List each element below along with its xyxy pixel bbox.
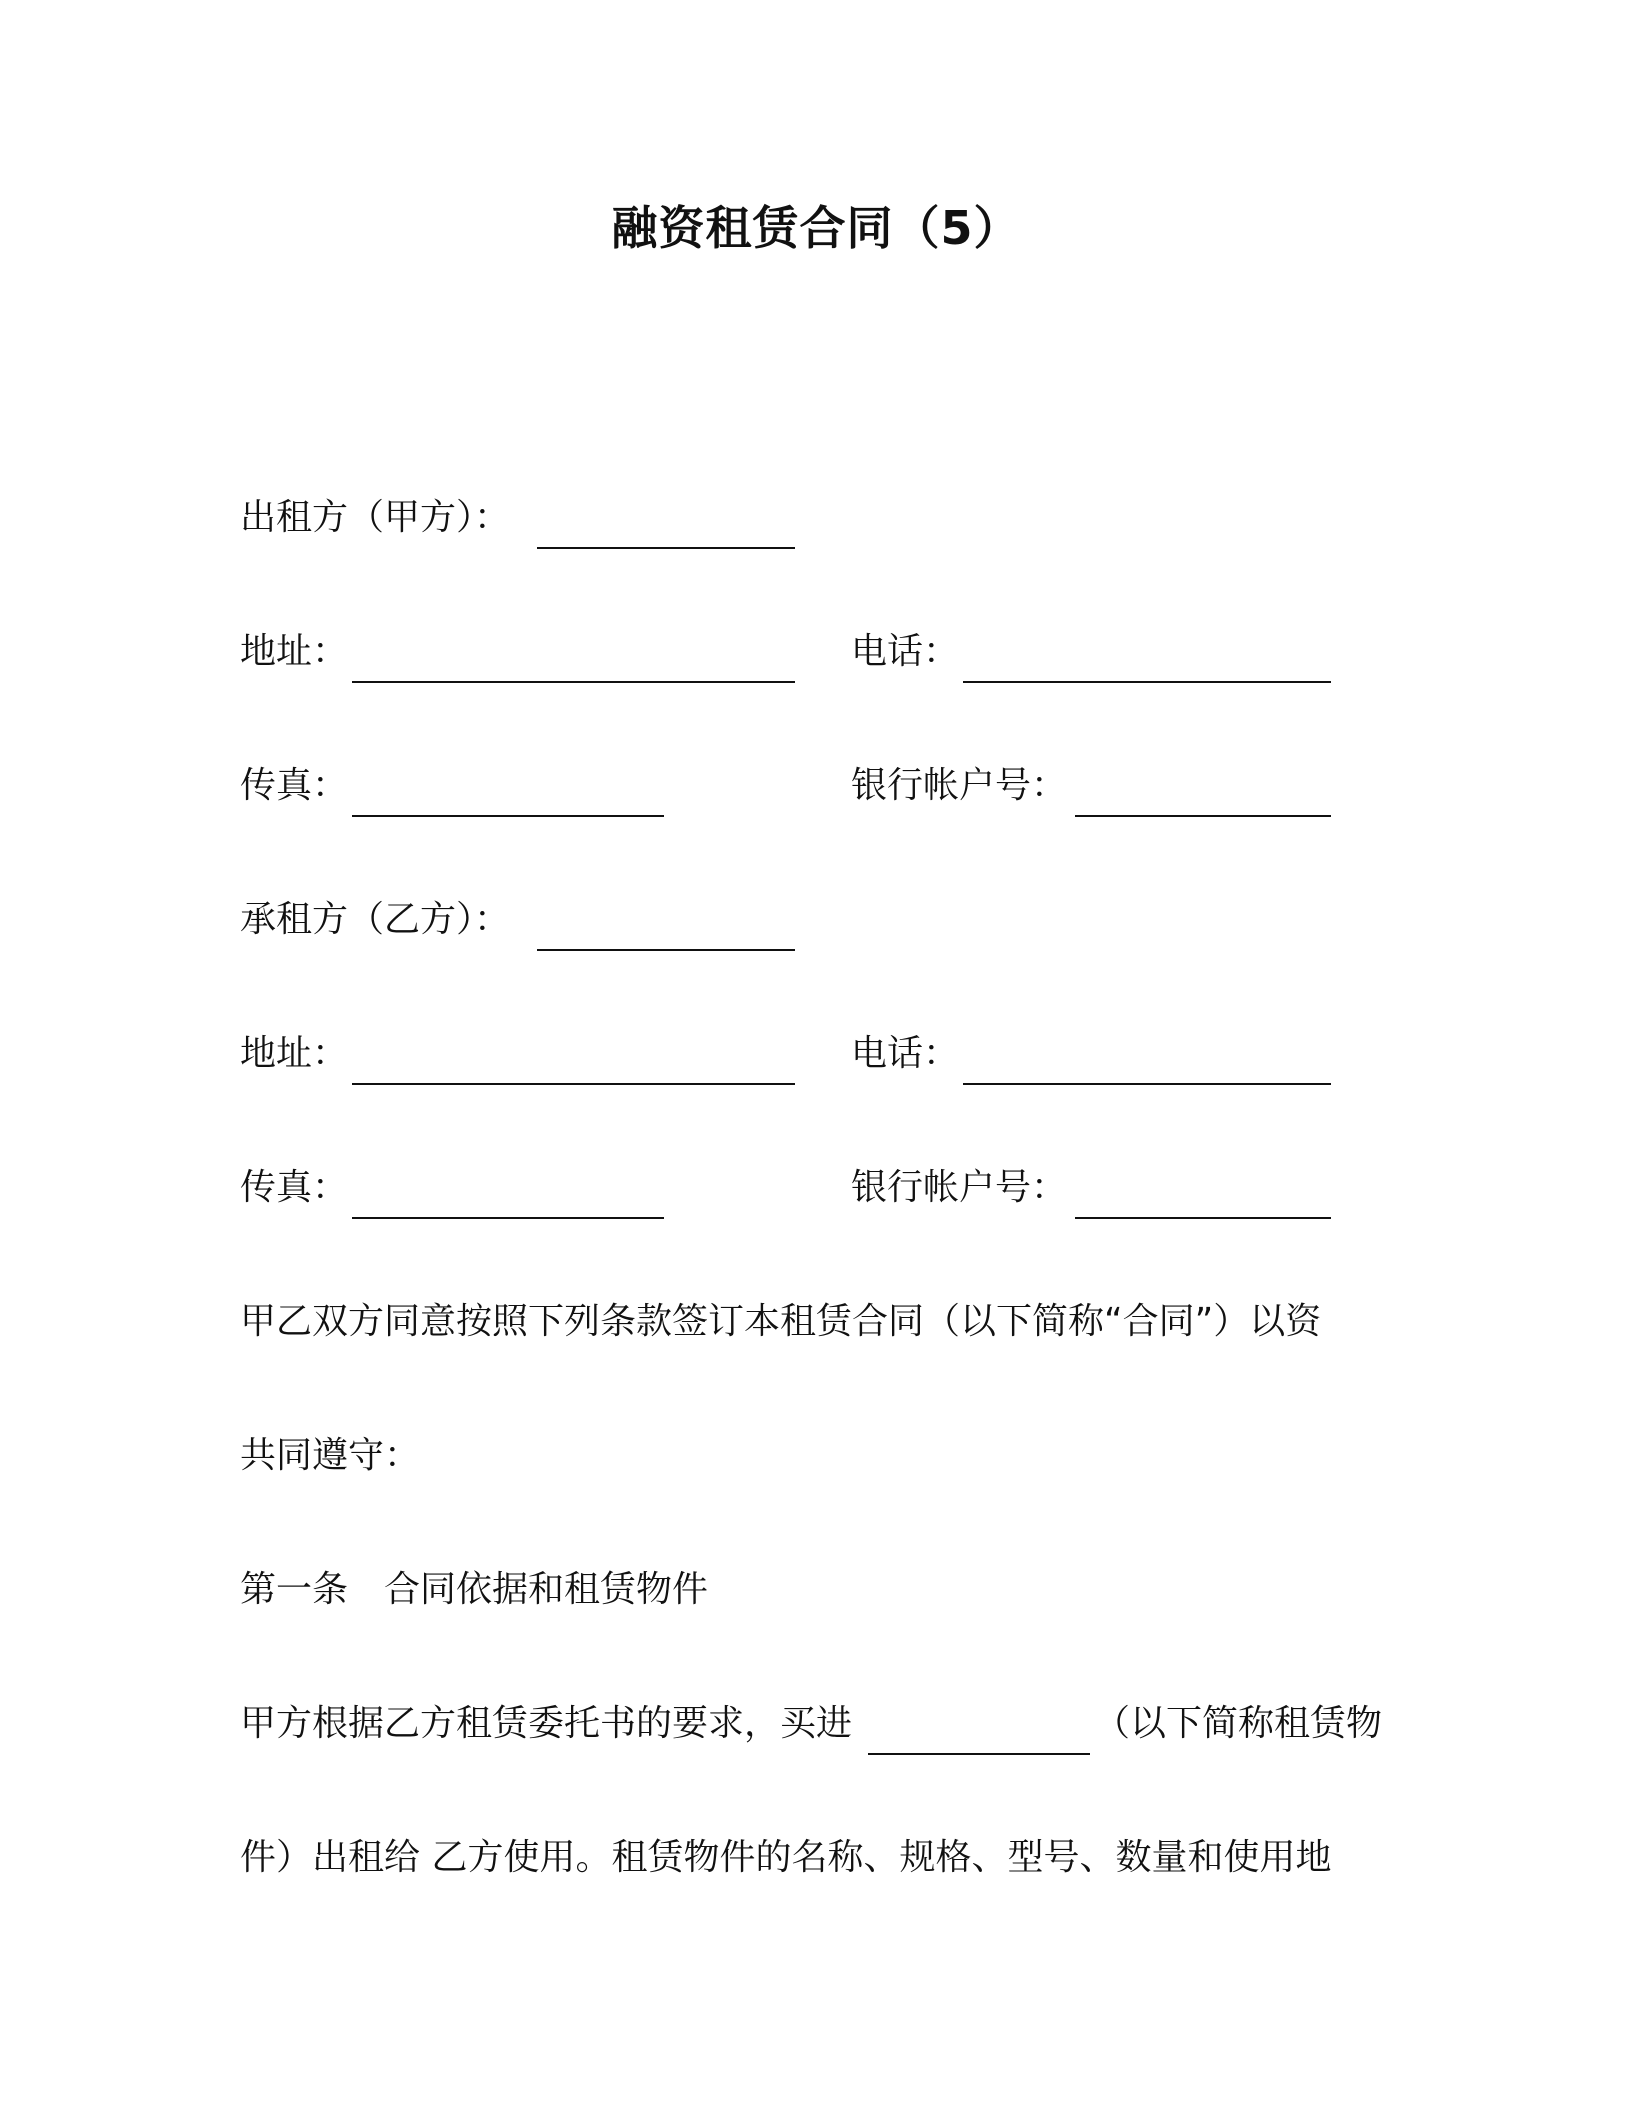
- document-title: 融资租赁合同（5）: [611, 201, 1021, 255]
- lessee-name-blank: [537, 949, 795, 951]
- lessee-fax-label: 传真：: [240, 1167, 349, 1208]
- lessee-phone-blank: [963, 1083, 1331, 1085]
- intro-line-2: 共同遵守：: [240, 1435, 421, 1476]
- lessor-address-label: 地址：: [240, 631, 349, 672]
- article-1-line-2: 件）出租给 乙方使用。租赁物件的名称、规格、型号、数量和使用地: [240, 1837, 1332, 1878]
- lessee-address-blank: [352, 1083, 795, 1085]
- lessee-address-label: 地址：: [240, 1033, 349, 1074]
- lessee-bank-label: 银行帐户号：: [851, 1167, 1068, 1208]
- lessor-fax-label: 传真：: [240, 765, 349, 806]
- lessee-phone-label: 电话：: [851, 1033, 960, 1074]
- lessor-bank-blank: [1075, 815, 1331, 817]
- lessor-phone-blank: [963, 681, 1331, 683]
- lessor-label: 出租方（甲方）：: [240, 497, 511, 538]
- article-1-heading: 第一条 合同依据和租赁物件: [240, 1569, 709, 1610]
- lessee-fax-blank: [352, 1217, 664, 1219]
- lessor-fax-blank: [352, 815, 664, 817]
- lessor-bank-label: 银行帐户号：: [851, 765, 1068, 806]
- intro-line-1: 甲乙双方同意按照下列条款签订本租赁合同（以下简称“合同”）以资: [240, 1301, 1322, 1342]
- article-1-line-1-part-2: （以下简称租赁物: [1094, 1703, 1383, 1744]
- article-1-line-1-part-1: 甲方根据乙方租赁委托书的要求，买进: [240, 1703, 853, 1744]
- lessor-name-blank: [537, 547, 795, 549]
- lessee-bank-blank: [1075, 1217, 1331, 1219]
- lessee-label: 承租方（乙方）：: [240, 899, 511, 940]
- lessor-phone-label: 电话：: [851, 631, 960, 672]
- article-1-item-blank: [868, 1753, 1090, 1755]
- lessor-address-blank: [352, 681, 795, 683]
